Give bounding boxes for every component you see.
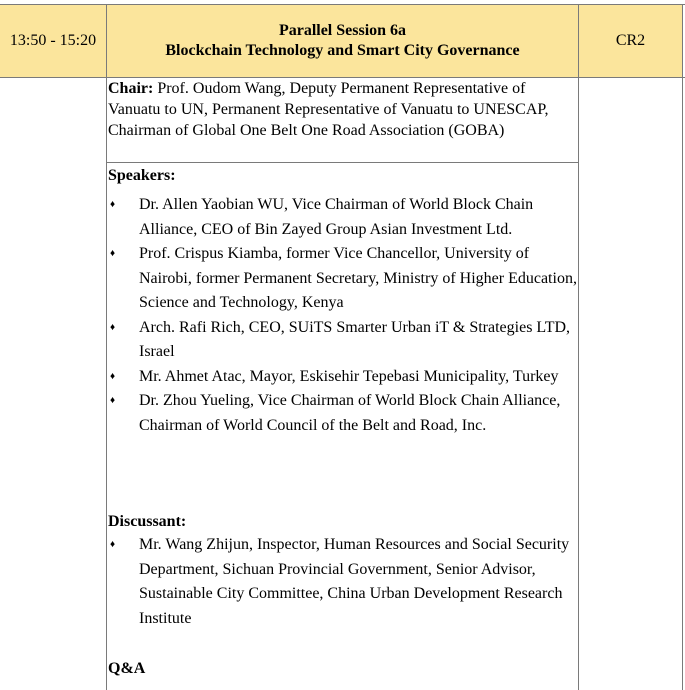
diamond-bullet-icon: ♦ [110, 539, 116, 550]
table-right-border [682, 4, 683, 690]
discussant-label: Discussant: [108, 513, 187, 530]
speaker-item: ♦ Mr. Ahmet Atac, Mayor, Eskisehir Tepebasi Municipality, Turkey [108, 365, 577, 390]
session-number: Parallel Session 6a [278, 21, 407, 39]
diamond-bullet-icon: ♦ [110, 199, 116, 210]
speaker-item: ♦ Prof. Crispus Kiamba, former Vice Chancellor, University of Nairobi, former Permanent Secretary, Ministry of Higher Education, Science and Technology, Kenya [108, 242, 577, 316]
discussant-item: ♦ Mr. Wang Zhijun, Inspector, Human Resources and Social Security Department, Sichuan Provincial Government, Senior Advisor, Sustainable City Committee, China Urban Development Research Institute [108, 533, 577, 631]
qa-label: Q&A [108, 660, 146, 677]
speakers-list [108, 193, 577, 438]
diamond-bullet-icon: ♦ [110, 395, 116, 406]
column-divider-right [578, 4, 579, 690]
session-time: 13:50 - 15:20 [0, 4, 106, 77]
session-topic: Blockchain Technology and Smart City Governance [165, 41, 520, 59]
speakers-label: Speakers: [108, 167, 176, 184]
discussant-list [108, 533, 577, 631]
session-title [107, 4, 578, 77]
speaker-item: ♦ Arch. Rafi Rich, CEO, SUiTS Smarter Urban iT & Strategies LTD, Israel [108, 316, 577, 365]
chair-label: Chair: [108, 80, 154, 97]
chair-divider [107, 162, 578, 163]
session-room: CR2 [579, 4, 682, 77]
diamond-bullet-icon: ♦ [110, 321, 116, 333]
column-divider-left [106, 4, 107, 690]
speaker-item: ♦ Dr. Allen Yaobian WU, Vice Chairman of World Block Chain Alliance, CEO of Bin Zayed Group Asian Investment Ltd. [108, 193, 577, 242]
speaker-item: ♦ Dr. Zhou Yueling, Vice Chairman of World Block Chain Alliance, Chairman of World Council of the Belt and Road, Inc. [108, 389, 577, 438]
diamond-bullet-icon: ♦ [110, 248, 116, 259]
chair-text: Prof. Oudom Wang, Deputy Permanent Representative of Vanuatu to UN, Permanent Representative of Vanuatu to UNESCAP, Chairman of Global One Belt One Road Association (GOBA) [108, 80, 549, 139]
table-top-border [0, 4, 685, 5]
diamond-bullet-icon: ♦ [110, 370, 116, 382]
chair-block [108, 78, 577, 141]
